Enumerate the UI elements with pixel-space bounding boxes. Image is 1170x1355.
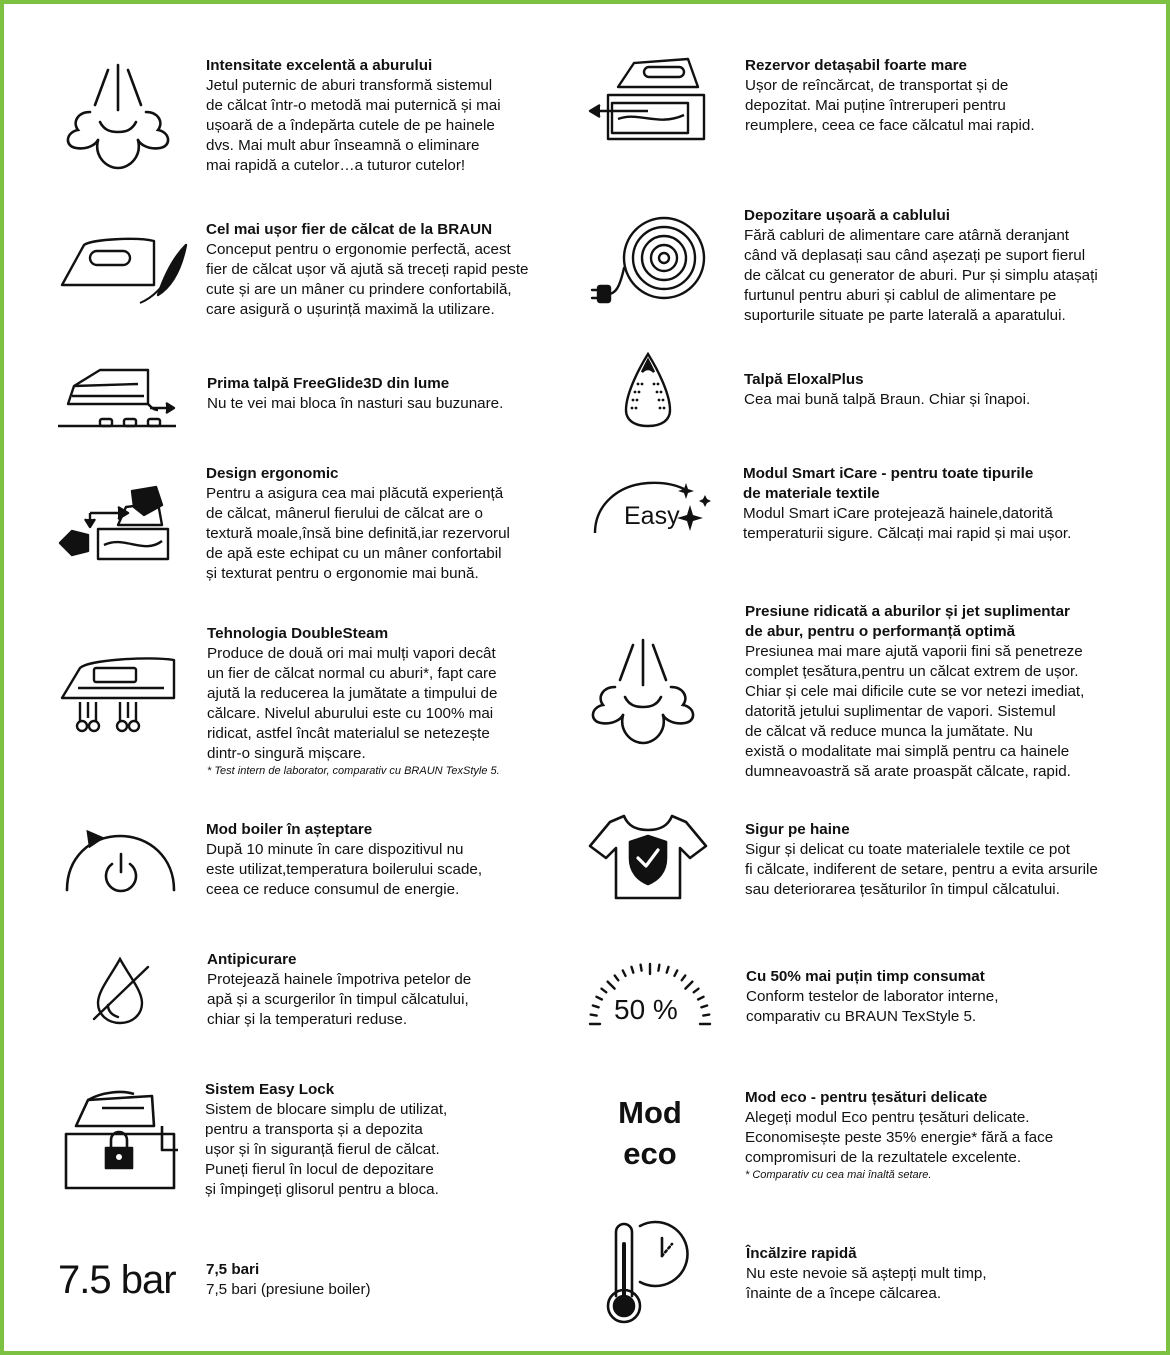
feature-desc: Pentru a asigura cea mai plăcută experiență de călcat, mânerul fierului de călcat are o textură moale,însă bine definită,iar rezervorul de apă este echipat cu un mâner confortabil și texturat pentru o ergonomie mai bună.: [206, 485, 510, 582]
feature-title: Mod boiler în așteptare: [206, 821, 373, 838]
gauge-tick: [675, 971, 678, 976]
feature-title: Depozitare ușoară a cablului: [744, 207, 950, 224]
feature-lightest-iron: [206, 220, 576, 320]
tshirt-shield-icon: [588, 812, 708, 902]
steam-cloud-icon: [60, 60, 190, 175]
gauge-tick: [703, 1015, 709, 1016]
steam-cloud-icon: [585, 635, 715, 750]
feature-title: Prima talpă FreeGlide3D din lume: [207, 375, 450, 392]
feature-title: Presiune ridicată a aburilor și jet suplimentar de abur, pentru o performanță optimă: [745, 603, 1070, 640]
gauge-tick: [597, 997, 602, 1000]
feature-standby: [206, 820, 566, 900]
ergonomic-hands-icon: [58, 485, 188, 565]
feature-title: Modul Smart iCare - pentru toate tipurile de materiale textile: [743, 465, 1034, 502]
feature-fast-heating: [746, 1244, 1146, 1304]
feature-safe-on-clothes: [745, 820, 1155, 900]
feature-title: Sistem Easy Lock: [205, 1081, 335, 1098]
feature-cable-storage: [744, 206, 1154, 326]
feature-desc: Sigur și delicat cu toate materialele textile ce pot fi călcate, indiferent de setare, pentru a evita arsurile sau deteriorarea țesăturilor în timpul călcatului.: [745, 841, 1098, 898]
feature-antidrip: [207, 950, 567, 1030]
detachable-tank-icon: [588, 55, 708, 145]
feature-smart-icare: [743, 464, 1153, 544]
feature-desc: Conform testelor de laborator interne, comparativ cu BRAUN TexStyle 5.: [746, 988, 999, 1025]
feature-title: Încălzire rapidă: [746, 1245, 857, 1262]
gauge-tick: [682, 976, 686, 981]
feature-steam-intensity: [206, 56, 566, 176]
gauge-tick: [591, 1015, 597, 1016]
feature-easylock: [205, 1080, 565, 1200]
feature-title: Intensitate excelentă a aburului: [206, 57, 433, 74]
feature-desc: După 10 minute în care dispozitivul nu este utilizat,temperatura boilerului scade, ceea ce reduce consumul de energie.: [206, 841, 483, 898]
feature-freeglide: [207, 374, 567, 414]
gauge-tick: [608, 982, 615, 989]
feature-desc: Modul Smart iCare protejează hainele,datorită temperaturii sigure. Călcați mai rapid și mai ușor.: [743, 505, 1072, 542]
gauge-tick: [685, 982, 692, 989]
gauge-tick: [658, 965, 659, 971]
feature-title: Cel mai ușor fier de călcat de la BRAUN: [206, 221, 493, 238]
freeglide-soleplate-icon: [58, 362, 183, 432]
gauge-tick: [694, 989, 699, 993]
feature-desc: Conceput pentru o ergonomie perfectă, acest fier de călcat ușor vă ajută să treceți rapid peste cute și are un mâner cu prindere confortabilă, care asigură o ușurință maximă la utilizare.: [206, 241, 529, 318]
feature-title: Antipicurare: [207, 951, 297, 968]
feature-ergonomic: [206, 464, 576, 584]
gauge-percent-icon: 50 %: [614, 994, 678, 1025]
pressure-text-icon: 7.5 bar: [58, 1258, 176, 1302]
feature-title: Design ergonomic: [206, 465, 339, 482]
gauge-tick: [698, 997, 703, 1000]
feature-desc: Nu este nevoie să aștepți mult timp, înainte de a începe călcarea.: [746, 1265, 987, 1302]
thermometer-clock-icon: [600, 1220, 700, 1325]
feature-desc: Cea mai bună talpă Braun. Chiar și înapoi.: [744, 391, 1031, 408]
feature-title: Cu 50% mai puțin timp consumat: [746, 968, 985, 985]
feature-pressure: [206, 1260, 566, 1300]
feature-doublesteam: [207, 624, 577, 778]
feature-desc: Nu te vei mai bloca în nasturi sau buzunare.: [207, 395, 504, 412]
feature-desc: Presiunea mai mare ajută vaporii fini să penetreze complet țesătura,pentru un călcat extrem de ușor. Chiar și cele mai dificile cute se vor netezi imediat, datorită jetului suplimentar de vapori. Sistemul de călcat vă reduce munca la jumătate. Nu există o modalitate mai simplă pentru ca hainele dumneavoastră să arate proaspăt călcate, rapid.: [745, 643, 1085, 780]
gauge-tick: [667, 967, 669, 973]
feature-desc: Fără cabluri de alimentare care atârnă deranjant când vă deplasați sau când așezați pe suport fierul de călcat cu generator de aburi. Pur și simplu atașați furtunul pentru aburi și cablul de alimentare pe suporturile situate pe parte laterală a aparatului.: [744, 227, 1098, 324]
iron-feather-icon: [58, 225, 188, 305]
feature-title: Rezervor detașabil foarte mare: [745, 57, 967, 74]
feature-desc: Alegeți modul Eco pentru țesături delicate. Economisește peste 35% energie* fără a face compromisuri de la rezultatele excelente.: [745, 1109, 1054, 1166]
gauge-tick: [641, 965, 642, 971]
eco-mode-text-icon: Mod eco: [618, 1095, 682, 1171]
gauge-tick: [701, 1006, 707, 1008]
feature-desc: Produce de două ori mai mulți vapori decât un fier de călcat normal cu aburi*, fapt care ajută la reducerea la jumătate a timpului de călcare. Nivelul aburului este cu 100% mai ridicat, astfel încât materialul se netezește dintr-o singură mișcare.: [207, 645, 498, 762]
feature-desc: Protejează hainele împotriva petelor de apă și a scurgerilor în timpul călcatului, chiar și la temperaturi reduse.: [207, 971, 472, 1028]
gauge-tick: [593, 1006, 599, 1008]
feature-less-time: [746, 967, 1146, 1027]
easy-lock-icon: [62, 1090, 182, 1192]
cable-coil-icon: [590, 212, 710, 312]
feature-title: Tehnologia DoubleSteam: [207, 625, 389, 642]
anti-drip-icon: [90, 955, 152, 1025]
feature-eloxal: [744, 370, 1144, 410]
gauge-tick: [615, 976, 619, 981]
feature-detachable-tank: [745, 56, 1145, 136]
gauge-tick: [623, 971, 626, 976]
standby-power-icon: [62, 828, 182, 893]
feature-title: Talpă EloxalPlus: [744, 371, 864, 388]
feature-desc: Sistem de blocare simplu de utilizat, pentru a transporta și a depozita ușor și în siguranță fierul de călcat. Puneți fierul în locul de depozitare și împingeți glisorul pentru a bloca.: [205, 1101, 448, 1198]
feature-desc: Jetul puternic de aburi transformă sistemul de călcat într-o metodă mai puternică și mai ușoară de a îndepărta cutele de pe hainele dvs. Mai mult abur înseamnă o eliminare mai rapidă a cutelor…a tuturor cutelor!: [206, 77, 501, 174]
gauge-tick: [602, 989, 607, 993]
feature-title: Mod eco - pentru țesături delicate: [745, 1089, 988, 1106]
eloxal-soleplate-icon: [620, 350, 676, 430]
feature-note: * Test intern de laborator, comparativ cu BRAUN TexStyle 5.: [207, 765, 500, 777]
feature-note: * Comparativ cu cea mai înaltă setare.: [745, 1169, 932, 1181]
feature-title: Sigur pe haine: [745, 821, 850, 838]
easy-label: Easy: [624, 502, 680, 530]
double-steam-icon: [58, 648, 188, 733]
feature-eco-mode: [745, 1088, 1145, 1182]
feature-desc: Ușor de reîncărcat, de transportat și de depozitat. Mai puține întreruperi pentru reumplere, ceea ce face călcatul mai rapid.: [745, 77, 1035, 134]
feature-title: 7,5 bari: [206, 1261, 260, 1278]
gauge-tick: [632, 967, 634, 973]
feature-high-pressure: [745, 602, 1155, 782]
feature-desc: 7,5 bari (presiune boiler): [206, 1281, 371, 1298]
